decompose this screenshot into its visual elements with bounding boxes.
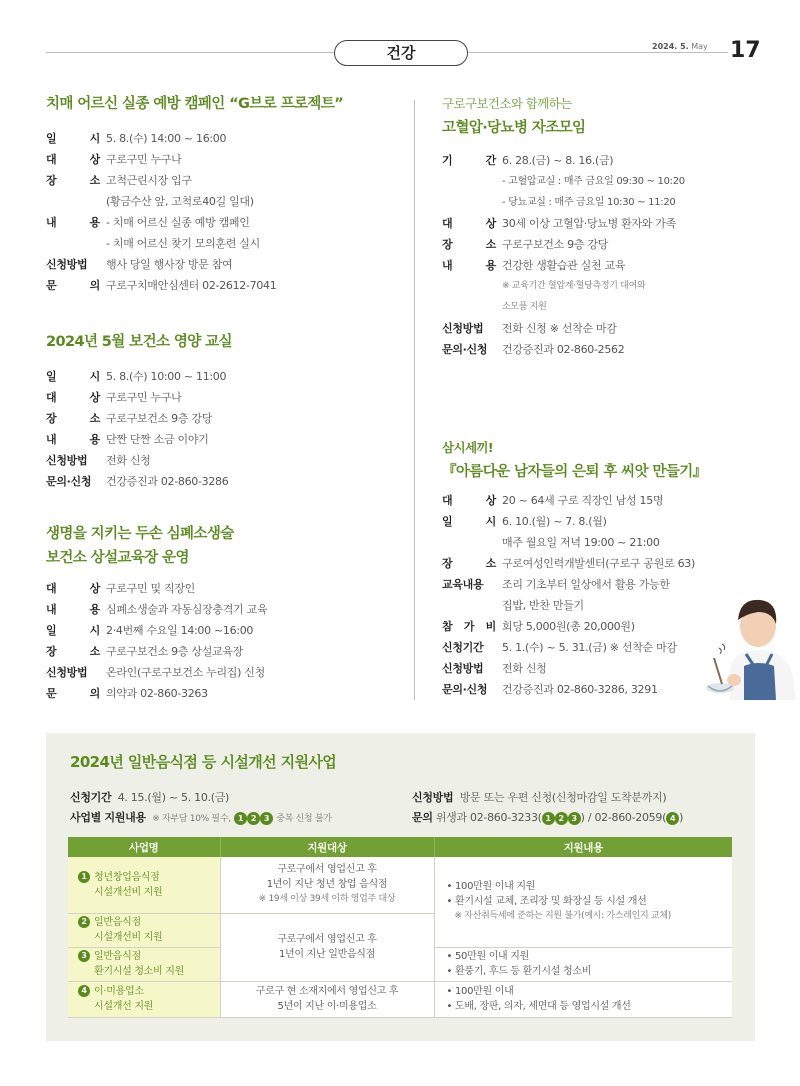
support-period-value: 4. 15.(월) ~ 5. 10.(금) [117, 791, 230, 804]
info-label [442, 192, 502, 213]
content-cell [434, 947, 732, 981]
business-cell [68, 947, 220, 981]
info-label: 문의·신청 [442, 683, 488, 696]
support-program-box [46, 733, 755, 1041]
info-value: 단짠 단짠 소금 이야기 [106, 433, 209, 446]
info-label: 신청기간 [442, 641, 484, 654]
content-text: • 100만원 이내 지원 [446, 881, 536, 893]
info-label: 신청방법 [46, 666, 88, 679]
info-label: 일 시 [442, 515, 496, 528]
info-value: ※ 교육기간 혈압계·혈당측정기 대여와 [502, 281, 646, 291]
info-row [46, 275, 406, 296]
header-business: 사업명 [68, 837, 220, 857]
info-value: 구로구치매안심센터 02-2612-7041 [106, 279, 277, 292]
info-row [46, 641, 406, 662]
business-cell [68, 913, 220, 947]
info-value: - 고혈압교실 : 매주 금요일 09:30 ~ 10:20 [502, 176, 685, 187]
info-row [46, 254, 406, 275]
info-row [46, 408, 406, 429]
campaign-title: 치매 어르신 실종 예방 캠페인 “G브로 프로젝트” [46, 96, 344, 112]
support-content-suffix: 중복 신청 불가 [276, 814, 332, 824]
info-value: - 치매 어르신 찾기 모의훈련 실시 [106, 237, 260, 250]
info-row [46, 366, 406, 387]
support-table [68, 837, 732, 1018]
info-value: 건강증진과 02-860-3286, 3291 [502, 683, 658, 696]
info-value: 소모품 지원 [502, 302, 547, 312]
info-value: 건강증진과 02-860-2562 [502, 343, 625, 356]
info-label [442, 532, 502, 553]
cpr-title-line1: 생명을 지키는 두손 심폐소생술 [46, 526, 234, 542]
content-cell [434, 981, 732, 1017]
info-label: 대 상 [46, 391, 100, 404]
info-label [442, 595, 502, 616]
info-row [442, 150, 762, 171]
header-content: 지원내용 [434, 837, 732, 857]
info-value: 6. 10.(월) ~ 7. 8.(월) [502, 515, 607, 528]
info-value: 건강증진과 02-860-3286 [106, 475, 229, 488]
table-row [68, 981, 732, 1017]
content-text: • 50만원 이내 지원 [446, 951, 530, 962]
info-row [46, 620, 406, 641]
number-3-icon: 3 [568, 812, 581, 825]
number-1-icon: 1 [234, 812, 247, 825]
info-label: 내 용 [46, 433, 100, 446]
info-label: 신청방법 [442, 322, 484, 335]
info-value: 구로여성인력개발센터(구로구 공원로 63) [502, 557, 695, 570]
info-label: 내 용 [46, 603, 100, 616]
info-value: 구로구보건소 9층 강당 [502, 238, 609, 251]
target-text: 1년이 지난 일반음식점 [278, 949, 376, 960]
info-value: 5. 8.(수) 14:00 ~ 16:00 [106, 132, 227, 145]
info-value: 2·4번째 수요일 14:00 ~16:00 [106, 624, 254, 637]
info-label: 장 소 [442, 557, 496, 570]
issue-month: May [691, 42, 708, 51]
info-value: 5. 8.(수) 10:00 ~ 11:00 [106, 370, 227, 383]
number-3-icon: 3 [78, 950, 90, 962]
info-value: 구로구보건소 9층 상설교육장 [106, 645, 244, 658]
nutrition-section [46, 330, 406, 492]
info-value: 30세 이상 고혈압·당뇨병 환자와 가족 [502, 217, 676, 230]
info-value: (황금수산 앞, 고척로40길 일대) [106, 195, 254, 208]
info-row [46, 450, 406, 471]
info-row [46, 212, 406, 233]
target-text: 구로구에서 영업신고 후 [277, 934, 377, 945]
info-label [442, 276, 502, 297]
page-number: 17 [730, 38, 761, 63]
issue-date [652, 42, 708, 51]
number-2-icon: 2 [555, 812, 568, 825]
info-label: 대 상 [46, 153, 100, 166]
info-label [46, 191, 106, 212]
header-target: 지원대상 [220, 837, 434, 857]
info-row [442, 553, 772, 574]
selfhelp-rows [442, 150, 762, 360]
info-value: - 당뇨교실 : 매주 금요일 10:30 ~ 11:20 [502, 197, 676, 208]
info-row [46, 233, 406, 254]
target-note: ※ 19세 이상 39세 이하 영업주 대상 [258, 894, 396, 905]
support-content-line [70, 809, 332, 825]
info-row [442, 213, 762, 234]
chef-man-icon [700, 588, 800, 700]
support-content-note: ※ 자부담 10% 필수, [152, 814, 231, 824]
info-row [46, 170, 406, 191]
info-row [442, 171, 762, 192]
info-label [442, 297, 502, 318]
content-note: ※ 자산취득세에 준하는 지원 불가(예시: 가스레인지 교체) [454, 911, 671, 922]
support-method-value: 방문 또는 우편 신청(신청마감일 도착분까지) [459, 791, 667, 804]
support-period [70, 789, 229, 805]
info-label: 내 용 [442, 259, 496, 272]
info-label: 장 소 [46, 645, 100, 658]
cpr-title-line2: 보건소 상설교육장 운영 [46, 550, 189, 566]
support-content-label: 사업별 지원내용 [70, 811, 146, 824]
info-label: 일 시 [46, 132, 100, 145]
support-period-label: 신청기간 [70, 791, 112, 804]
info-value: 6. 28.(금) ~ 8. 16.(금) [502, 154, 614, 167]
cooking-title: 『아름다운 남자들의 은퇴 후 씨앗 만들기』 [442, 464, 707, 480]
business-name: 시설개선비 지원 [94, 932, 163, 943]
support-inquiry-value: 위생과 02-860-3233( [435, 811, 542, 824]
support-title: 2024년 일반음식점 등 시설개선 지원사업 [70, 753, 337, 771]
info-label [46, 233, 106, 254]
number-1-icon: 1 [78, 871, 90, 883]
info-label [442, 171, 502, 192]
info-label: 기 간 [442, 154, 496, 167]
info-value: 전화 신청 [502, 662, 547, 675]
info-row [442, 192, 762, 213]
info-label: 문의·신청 [442, 343, 488, 356]
info-label: 대 상 [46, 582, 100, 595]
info-value: 구로구민 및 직장인 [106, 582, 196, 595]
issue-year: 2024. 5. [652, 42, 689, 51]
business-name: 일반음식점 [94, 917, 141, 928]
target-cell [220, 913, 434, 981]
number-4-icon: 4 [666, 812, 679, 825]
info-label: 일 시 [46, 370, 100, 383]
cooking-subtitle: 삼시세끼! [442, 440, 494, 455]
target-text: 구로구에서 영업신고 후 [277, 864, 377, 876]
cpr-rows [46, 578, 406, 704]
info-label: 문의·신청 [46, 475, 92, 488]
support-method-label: 신청방법 [412, 791, 454, 804]
info-value: 회당 5,000원(총 20,000원) [502, 620, 635, 633]
info-row [46, 387, 406, 408]
table-row [68, 857, 732, 913]
content-text: • 환기시설 교체, 조리장 및 화장실 등 시설 개선 [446, 896, 647, 908]
support-inquiry-end: ) [679, 811, 684, 824]
content-text: • 100만원 이내 [446, 986, 514, 997]
info-value: 전화 신청 [106, 454, 151, 467]
info-row [46, 128, 406, 149]
nutrition-rows [46, 366, 406, 492]
target-text: 구로구 현 소재지에서 영업신고 후 [255, 986, 399, 997]
content-text: • 환풍기, 후드 등 환기시설 청소비 [446, 966, 592, 977]
info-value: 의약과 02-860-3263 [106, 687, 208, 700]
info-value: 집밥, 반찬 만들기 [502, 599, 584, 612]
info-value: 심폐소생술과 자동심장충격기 교육 [106, 603, 268, 616]
selfhelp-section [442, 92, 762, 360]
info-label: 교육내용 [442, 578, 484, 591]
info-label: 장 소 [46, 412, 100, 425]
business-name: 이·미용업소 [94, 986, 144, 997]
number-2-icon: 2 [247, 812, 260, 825]
info-row [46, 599, 406, 620]
info-label: 내 용 [46, 216, 100, 229]
business-name: 시설개선 지원 [94, 1001, 154, 1012]
target-text: 5년이 지난 이·미용업소 [277, 1001, 377, 1012]
business-cell [68, 981, 220, 1017]
selfhelp-subtitle: 구로구보건소와 함께하는 [442, 96, 572, 111]
info-row [442, 339, 762, 360]
info-value: 온라인(구로구보건소 누리집) 신청 [106, 666, 265, 679]
section-tag: 건강 [334, 40, 468, 66]
campaign-section [46, 92, 406, 296]
number-4-icon: 4 [78, 985, 90, 997]
info-label: 문 의 [46, 279, 100, 292]
info-value: 건강한 생활습관 실천 교육 [502, 259, 626, 272]
support-method [412, 789, 666, 805]
info-row [442, 490, 772, 511]
info-row [46, 149, 406, 170]
info-row [46, 683, 406, 704]
info-row [442, 297, 762, 318]
content-cell [434, 857, 732, 947]
info-label: 신청방법 [442, 662, 484, 675]
selfhelp-title: 고혈압·당뇨병 자조모임 [442, 120, 586, 136]
info-label: 장 소 [442, 238, 496, 251]
info-value: 매주 월요일 저녁 19:00 ~ 21:00 [502, 536, 660, 549]
business-name: 청년창업음식점 [94, 871, 160, 883]
support-inquiry [412, 809, 683, 825]
info-row [442, 511, 772, 532]
info-row [442, 318, 762, 339]
target-text: 1년이 지난 청년 창업 음식점 [266, 879, 388, 891]
info-value: 조리 기초부터 일상에서 활용 가능한 [502, 578, 670, 591]
info-label: 신청방법 [46, 454, 88, 467]
info-row [46, 578, 406, 599]
info-label: 대 상 [442, 217, 496, 230]
target-cell [220, 857, 434, 913]
nutrition-title: 2024년 5월 보건소 영양 교실 [46, 334, 232, 350]
target-cell [220, 981, 434, 1017]
info-row [46, 662, 406, 683]
info-value: 20 ~ 64세 구로 직장인 남성 15명 [502, 494, 664, 507]
info-value: 구로구민 누구나 [106, 153, 182, 166]
info-row [46, 429, 406, 450]
info-label: 대 상 [442, 494, 496, 507]
number-3-icon: 3 [260, 812, 273, 825]
support-inquiry-mid: ) / 02-860-2059( [580, 811, 667, 824]
business-name: 시설개선비 지원 [94, 886, 163, 898]
info-value: - 치매 어르신 실종 예방 캠페인 [106, 216, 250, 229]
info-label: 일 시 [46, 624, 100, 637]
info-row [46, 471, 406, 492]
number-1-icon: 1 [542, 812, 555, 825]
info-row [46, 191, 406, 212]
business-cell [68, 857, 220, 913]
info-row [442, 532, 772, 553]
support-table-header [68, 837, 732, 857]
info-value: 고척근린시장 입구 [106, 174, 192, 187]
cpr-section [46, 522, 406, 704]
info-row [442, 276, 762, 297]
info-value: 구로구민 누구나 [106, 391, 182, 404]
campaign-rows [46, 128, 406, 296]
info-label: 신청방법 [46, 258, 88, 271]
info-label: 참 가 비 [442, 620, 496, 633]
info-value: 구로구보건소 9층 강당 [106, 412, 213, 425]
info-value: 전화 신청 ※ 선착순 마감 [502, 322, 617, 335]
info-label: 장 소 [46, 174, 100, 187]
number-2-icon: 2 [78, 916, 90, 928]
info-value: 5. 1.(수) ~ 5. 31.(금) ※ 선착순 마감 [502, 641, 677, 654]
info-row [442, 234, 762, 255]
business-name: 환기시설 청소비 지원 [94, 966, 184, 977]
column-divider [414, 100, 415, 700]
support-inquiry-label: 문의 [412, 811, 433, 824]
business-name: 일반음식점 [94, 951, 141, 962]
info-value: 행사 당일 행사장 방문 참여 [106, 258, 233, 271]
info-label: 문 의 [46, 687, 100, 700]
info-row [442, 255, 762, 276]
content-text: • 도배, 장판, 의자, 세면대 등 영업시설 개선 [446, 1001, 631, 1012]
